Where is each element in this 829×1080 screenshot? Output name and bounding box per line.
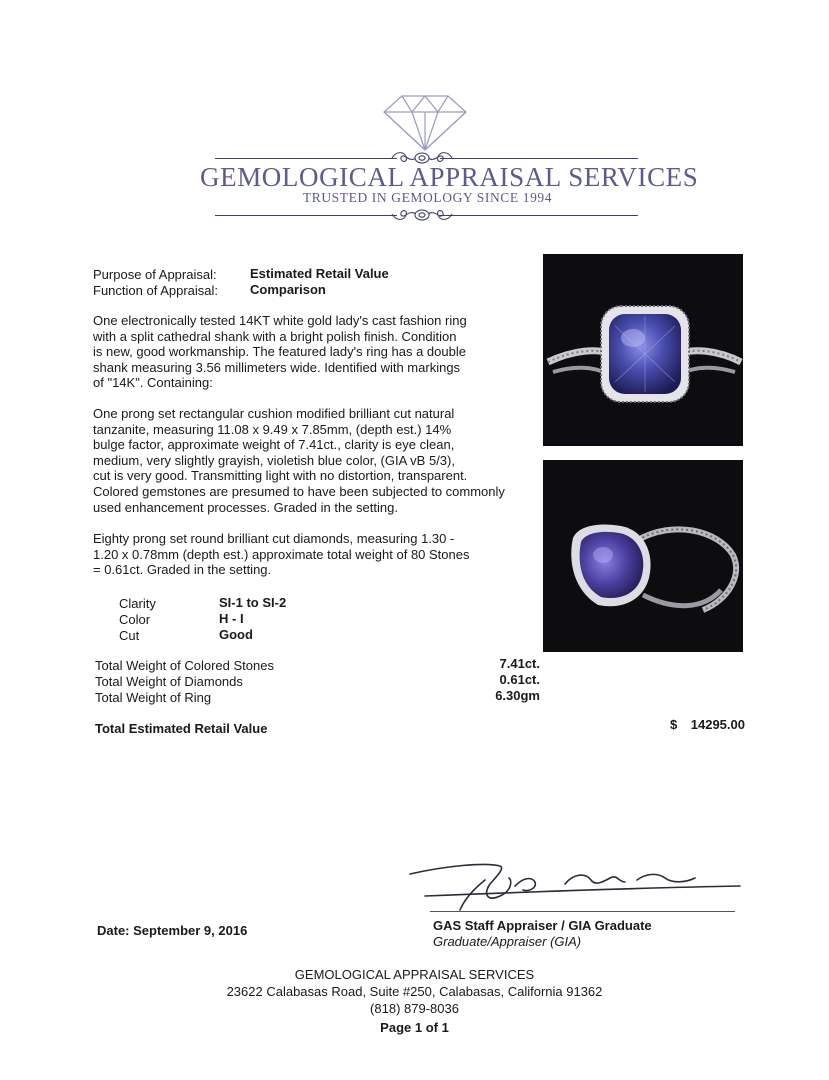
description-line: with a split cathedral shank with a bright polish finish. Condition [93, 328, 457, 344]
footer-phone: (818) 879-8036 [370, 1001, 459, 1016]
grading-label-clarity: Clarity [119, 596, 156, 611]
grading-value-cut: Good [219, 627, 253, 642]
ring-photo-front [543, 254, 743, 446]
weight-value-colored-stones: 7.41ct. [499, 656, 540, 671]
grading-label-color: Color [119, 612, 151, 627]
description-line: One prong set rectangular cushion modified brilliant cut natural [93, 406, 455, 421]
ring-front-image [543, 254, 743, 446]
grading-value-color: H - I [219, 611, 244, 626]
purpose-label: Purpose of Appraisal: [93, 267, 217, 282]
description-line: One electronically tested 14KT white gold lady's cast fashion ring [93, 313, 467, 328]
currency-symbol: $ [670, 717, 678, 732]
ornament-line [215, 158, 397, 159]
description-line: Colored gemstones are presumed to have been subjected to commonly [93, 483, 505, 499]
company-tagline: TRUSTED IN GEMOLOGY SINCE 1994 [302, 190, 553, 205]
description-line: Eighty prong set round brilliant cut diamonds, measuring 1.30 - [93, 531, 455, 546]
ornament-line [215, 215, 397, 216]
description-line: used enhancement processes. Graded in the setting. [93, 499, 398, 515]
ornament-line [440, 215, 638, 216]
function-label: Function of Appraisal: [93, 283, 219, 298]
weight-label-diamonds: Total Weight of Diamonds [95, 674, 243, 689]
description-line: bulge factor, approximate weight of 7.41ct., clarity is eye clean, [93, 437, 455, 453]
grading-label-cut: Cut [119, 628, 140, 643]
total-retail-value-label: Total Estimated Retail Value [95, 721, 268, 736]
weight-value-ring: 6.30gm [495, 688, 540, 703]
scroll-ornament-icon [390, 206, 454, 224]
diamond-logo-icon [380, 92, 470, 154]
weight-label-ring: Total Weight of Ring [95, 690, 212, 705]
page-number: Page 1 of 1 [380, 1020, 449, 1035]
appraisal-date: Date: September 9, 2016 [97, 923, 248, 938]
description-line: of "14K". Containing: [93, 375, 213, 391]
appraiser-signature [405, 852, 745, 914]
description-line: cut is very good. Transmitting light with no distortion, transparent. [93, 468, 468, 484]
appraiser-subtitle: Graduate/Appraiser (GIA) [433, 934, 582, 949]
ornament-line [440, 158, 638, 159]
description-line: shank measuring 3.56 millimeters wide. Identified with markings [93, 359, 461, 375]
total-retail-value-amount: 14295.00 [690, 717, 745, 732]
description-line: tanzanite, measuring 11.08 x 9.49 x 7.85mm, (depth est.) 14% [93, 421, 452, 437]
function-value: Comparison [250, 282, 326, 297]
appraiser-title: GAS Staff Appraiser / GIA Graduate [433, 918, 652, 933]
description-line: medium, very slightly grayish, violetish blue color, (GIA vB 5/3), [93, 452, 455, 468]
ring-description-paragraph [93, 313, 533, 391]
ring-photo-angle [543, 460, 743, 652]
signature-line [430, 911, 735, 912]
description-line: 1.20 x 0.78mm (depth est.) approximate total weight of 80 Stones [93, 546, 470, 562]
tanzanite-description-paragraph [93, 406, 533, 515]
description-line: = 0.61ct. Graded in the setting. [93, 562, 272, 578]
grading-value-clarity: SI-1 to SI-2 [219, 595, 287, 610]
description-line: is new, good workmanship. The featured lady's ring has a double [93, 344, 466, 360]
weight-label-colored-stones: Total Weight of Colored Stones [95, 658, 274, 673]
footer-company-name: GEMOLOGICAL APPRAISAL SERVICES [294, 967, 535, 982]
purpose-value: Estimated Retail Value [250, 266, 389, 281]
diamond-description-paragraph [93, 531, 533, 578]
ring-angle-image [543, 460, 743, 652]
weight-value-diamonds: 0.61ct. [499, 672, 540, 687]
company-name: GEMOLOGICAL APPRAISAL SERVICES [200, 162, 699, 192]
footer-address: 23622 Calabasas Road, Suite #250, Calabasas, California 91362 [226, 984, 603, 999]
